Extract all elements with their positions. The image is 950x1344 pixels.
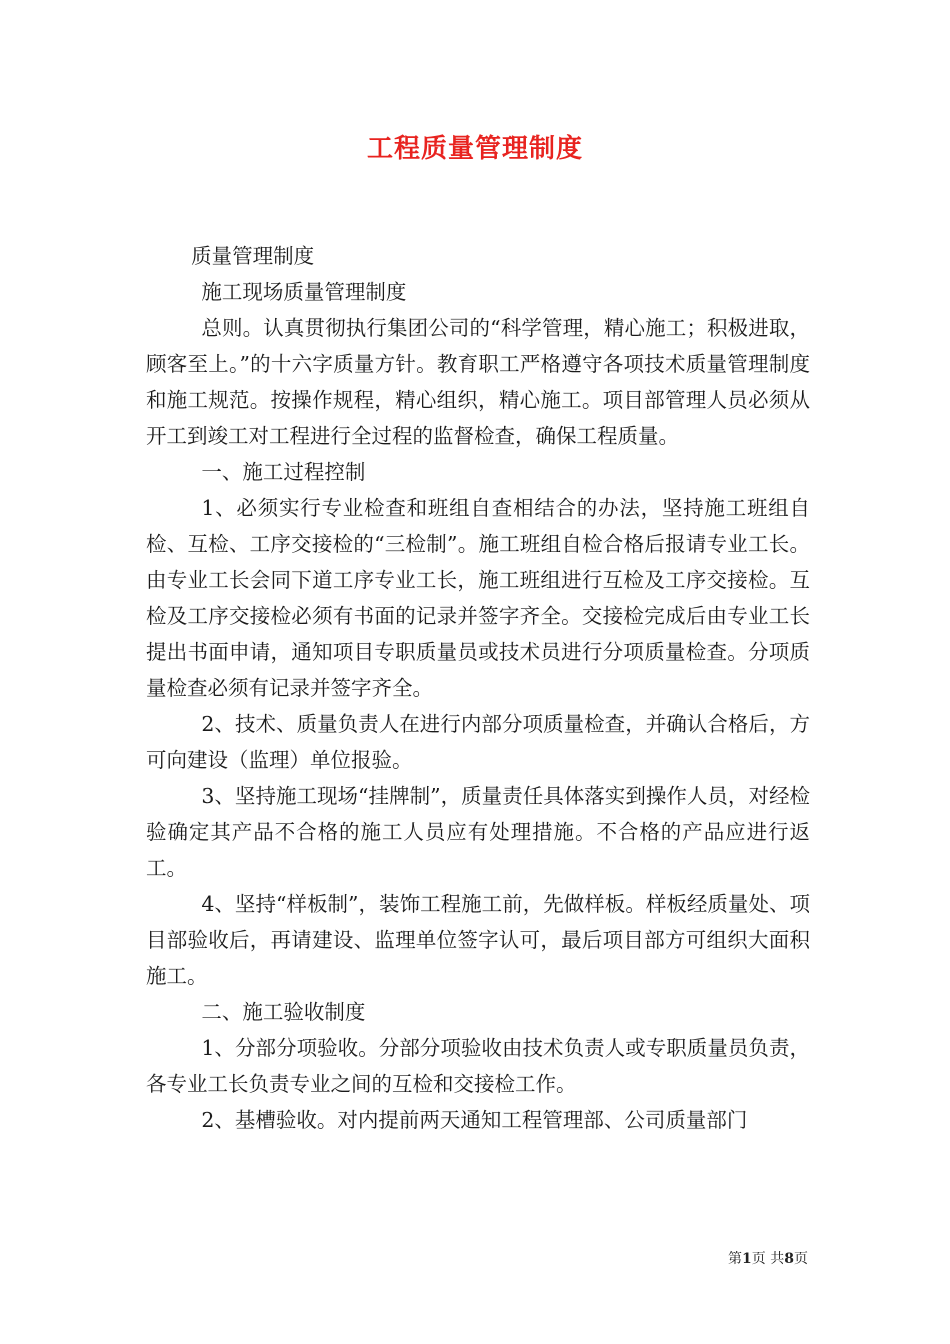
paragraph-item: 1、必须实行专业检查和班组自查相结合的办法，坚持施工班组自检、互检、工序交接检的“三检制”。施工班组自检合格后报请专业工长。由专业工长会同下道工序专业工长，施工班组进行互检及工序交接检。互检及工序交接检必须有书面的记录并签字齐全。交接检完成后由专业工长提出书面申请，通知项目专职质量员或技术员进行分项质量检查。分项质量检查必须有记录并签字齐全。	[146, 496, 810, 700]
paragraph-item: 2、基槽验收。对内提前两天通知工程管理部、公司质量部门	[201, 1108, 748, 1132]
footer-middle: 页 共	[751, 1251, 785, 1267]
footer-prefix: 第	[728, 1251, 743, 1267]
document-body	[146, 238, 810, 1138]
section-heading-acceptance: 二、施工验收制度	[201, 1000, 366, 1024]
current-page-number: 1	[742, 1251, 752, 1267]
paragraph-item: 1、分部分项验收。分部分项验收由技术负责人或专职质量员负责，各专业工长负责专业之间的互检和交接检工作。	[146, 1036, 810, 1096]
paragraph-item: 4、坚持“样板制”，装饰工程施工前，先做样板。样板经质量处、项目部验收后，再请建设、监理单位签字认可，最后项目部方可组织大面积施工。	[146, 892, 810, 988]
paragraph-item: 2、技术、质量负责人在进行内部分项质量检查，并确认合格后，方可向建设（监理）单位报验。	[146, 712, 810, 772]
paragraph-subheading: 施工现场质量管理制度	[201, 280, 407, 304]
paragraph-heading: 质量管理制度	[191, 244, 315, 268]
paragraph-general-rules: 总则。认真贯彻执行集团公司的“科学管理，精心施工；积极进取，顾客至上。”的十六字质量方针。教育职工严格遵守各项技术质量管理制度和施工规范。按操作规程，精心组织，精心施工。项目部管理人员必须从开工到竣工对工程进行全过程的监督检查，确保工程质量。	[146, 316, 810, 448]
total-page-count: 8	[784, 1251, 794, 1267]
paragraph-item: 3、坚持施工现场“挂牌制”，质量责任具体落实到操作人员，对经检验确定其产品不合格的施工人员应有处理措施。不合格的产品应进行返工。	[146, 784, 810, 880]
footer-suffix: 页	[794, 1251, 808, 1267]
section-heading-process-control: 一、施工过程控制	[201, 460, 366, 484]
document-title: 工程质量管理制度	[366, 134, 583, 164]
page-number-footer	[728, 1248, 808, 1268]
